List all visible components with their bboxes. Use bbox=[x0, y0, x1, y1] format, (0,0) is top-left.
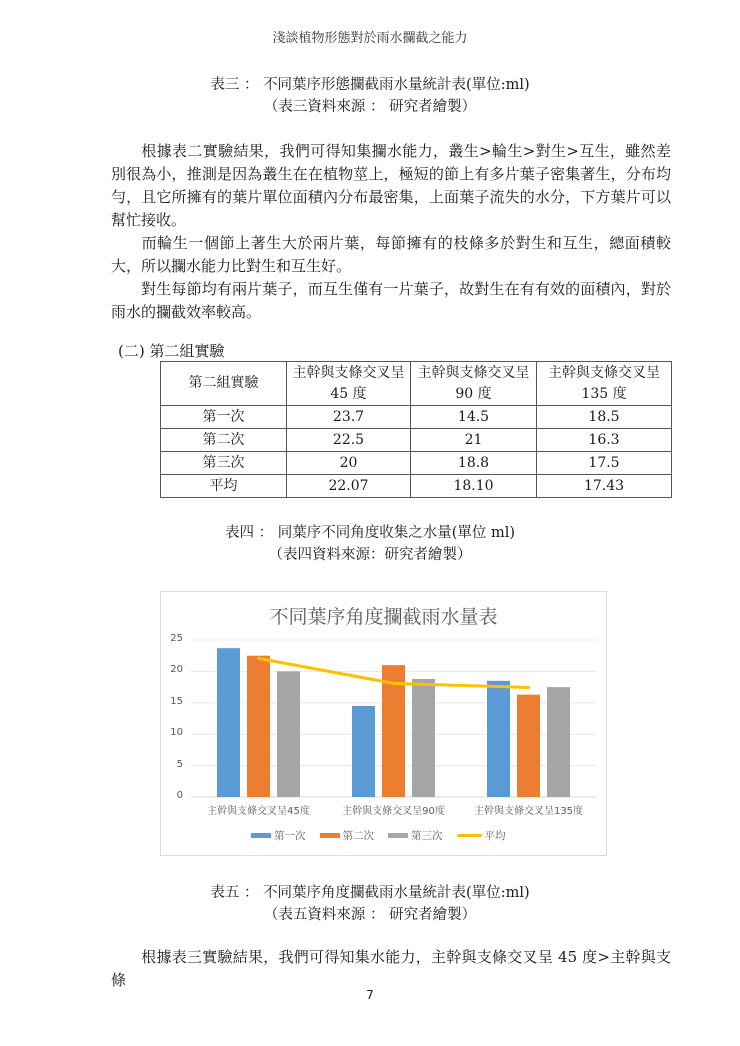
legend-item bbox=[457, 828, 506, 843]
legend-item bbox=[320, 828, 375, 843]
legend-swatch-icon bbox=[388, 833, 408, 838]
x-axis-label: 主幹與支條交叉呈135度 bbox=[473, 806, 584, 817]
legend-swatch-icon bbox=[251, 833, 271, 838]
table-header-90 bbox=[411, 362, 537, 406]
legend-label: 第三次 bbox=[411, 830, 443, 842]
y-tick-label: 10 bbox=[170, 727, 183, 739]
table-cell: 22.07 bbox=[287, 475, 411, 498]
bar bbox=[277, 671, 300, 797]
header-line2: 90 度 bbox=[455, 385, 492, 402]
header-line2: 45 度 bbox=[330, 385, 367, 402]
paragraph-1-text: 根據表二實驗結果，我們可得知集攔水能力，叢生>輪生>對生>互生，雖然差別很為小，推測是因為叢生在在植物莖上，極短的節上有多片葉子密集著生，分布均勻，且它所擁有的葉片單位面積內分布最密集，上面葉子流失的水分，下方葉片可以幫忙接收。 bbox=[111, 142, 671, 229]
x-axis-label: 主幹與支條交叉呈45度 bbox=[207, 806, 310, 817]
bar bbox=[217, 648, 240, 797]
table-cell: 14.5 bbox=[411, 406, 537, 429]
paragraph-2 bbox=[111, 232, 671, 278]
table-row bbox=[161, 452, 672, 475]
table-cell: 21 bbox=[411, 429, 537, 452]
table-cell: 22.5 bbox=[287, 429, 411, 452]
legend-label: 平均 bbox=[484, 830, 506, 842]
paragraph-4-text: 根據表三實驗結果，我們可得知集水能力，主幹與支條交叉呈 45 度>主幹與支條 bbox=[111, 948, 671, 989]
legend-swatch-icon bbox=[320, 833, 340, 838]
table-row bbox=[161, 429, 672, 452]
table5-caption-source: （表五資料來源 ： 研究者繪製） bbox=[263, 907, 477, 923]
table3-caption-source: （表三資料來源 ： 研究者繪製） bbox=[263, 99, 477, 115]
table-row bbox=[161, 475, 672, 498]
bar bbox=[487, 681, 510, 797]
paragraph-4 bbox=[111, 946, 671, 992]
table-cell: 18.8 bbox=[411, 452, 537, 475]
bar-chart bbox=[160, 591, 607, 856]
experiment-table bbox=[160, 361, 672, 498]
row-label: 第一次 bbox=[161, 406, 287, 429]
table-cell: 18.10 bbox=[411, 475, 537, 498]
header-line2: 135 度 bbox=[581, 385, 627, 402]
table-cell: 23.7 bbox=[287, 406, 411, 429]
row-label: 第三次 bbox=[161, 452, 287, 475]
table-corner-cell: 第二組實驗 bbox=[161, 362, 287, 406]
bar bbox=[412, 679, 435, 797]
chart-legend bbox=[251, 828, 520, 843]
header-line1: 主幹與支條交叉呈 bbox=[417, 364, 530, 381]
y-tick-label: 25 bbox=[170, 633, 183, 644]
x-axis-label: 主幹與支條交叉呈90度 bbox=[342, 806, 445, 817]
paragraph-3 bbox=[111, 278, 671, 324]
table-cell: 17.5 bbox=[537, 452, 672, 475]
legend-label: 第二次 bbox=[342, 830, 374, 842]
table3-caption-title: 表三 ： 不同葉序形態攔截雨水量統計表(單位:ml) bbox=[210, 77, 530, 93]
legend-item bbox=[388, 828, 443, 843]
paragraph-1 bbox=[111, 140, 671, 232]
bar bbox=[517, 695, 540, 797]
table4-caption-title: 表四 ： 同葉序不同角度收集之水量(單位 ml) bbox=[224, 525, 516, 541]
y-tick-label: 15 bbox=[170, 695, 183, 707]
section-heading: (二) 第二組實驗 bbox=[118, 342, 225, 360]
bar bbox=[247, 656, 270, 797]
y-tick-label: 5 bbox=[176, 758, 183, 770]
table-cell: 17.43 bbox=[537, 475, 672, 498]
table-row bbox=[161, 406, 672, 429]
row-label: 第二次 bbox=[161, 429, 287, 452]
table-cell: 16.3 bbox=[537, 429, 672, 452]
header-line1: 主幹與支條交叉呈 bbox=[548, 364, 660, 381]
table-header-45 bbox=[287, 362, 411, 406]
y-tick-label: 20 bbox=[170, 664, 183, 676]
bar bbox=[547, 687, 570, 797]
table-header-row bbox=[161, 362, 672, 406]
table5-caption-title: 表五 ： 不同葉序角度攔截雨水量統計表(單位:ml) bbox=[210, 885, 530, 901]
table4-caption-source: （表四資料來源：研究者繪製） bbox=[268, 547, 472, 563]
legend-label: 第一次 bbox=[274, 830, 306, 842]
paragraph-2-text: 而輪生一個節上著生大於兩片葉，每節擁有的枝條多於對生和互生，總面積較大，所以攔水能力比對生和互生好。 bbox=[111, 234, 671, 275]
bar bbox=[352, 706, 375, 797]
paragraph-3-text: 對生每節均有兩片葉子，而互生僅有一片葉子，故對生在有有效的面積內，對於雨水的攔截效率較高。 bbox=[111, 280, 671, 321]
header-line1: 主幹與支條交叉呈 bbox=[292, 364, 405, 381]
y-tick-label: 0 bbox=[176, 790, 183, 801]
table-cell: 18.5 bbox=[537, 406, 672, 429]
row-label: 平均 bbox=[161, 475, 287, 498]
table-header-135 bbox=[537, 362, 672, 406]
legend-swatch-icon bbox=[457, 834, 482, 837]
running-header: 淺談植物形態對於雨水攔截之能力 bbox=[272, 31, 468, 46]
chart-title: 不同葉序角度攔截雨水量表 bbox=[269, 606, 498, 628]
page-number: 7 bbox=[366, 988, 374, 1002]
table-cell: 20 bbox=[287, 452, 411, 475]
legend-item bbox=[251, 828, 306, 843]
